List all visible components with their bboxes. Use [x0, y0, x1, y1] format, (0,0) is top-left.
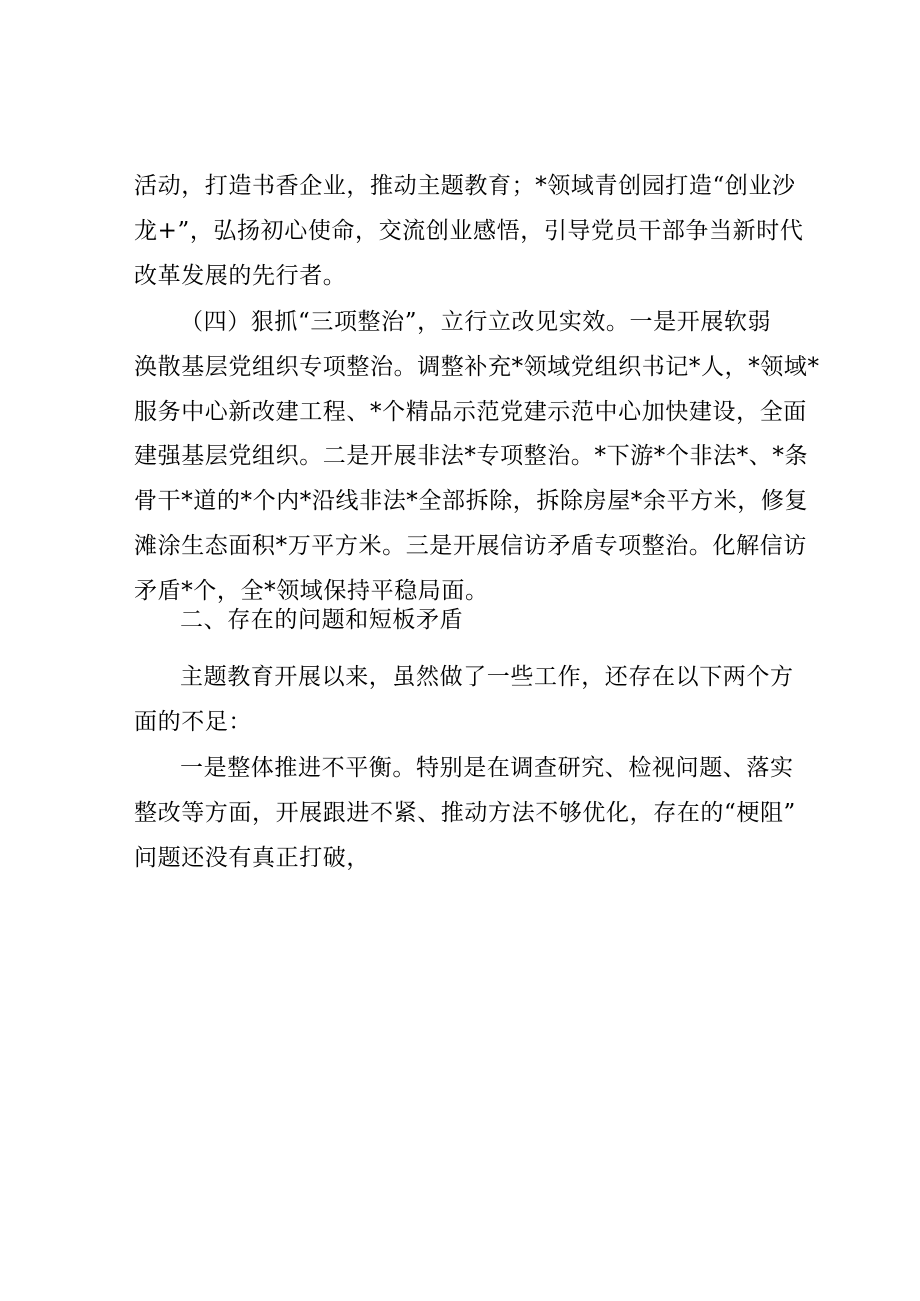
text-line: 矛盾*个，全*领域保持平稳局面。	[134, 577, 489, 604]
paragraph-continuation	[134, 164, 824, 298]
text-line: 骨干*道的*个内*沿线非法*全部拆除，拆除房屋*余平方米，修复	[134, 488, 809, 515]
text-line: 涣散基层党组织专项整治。调整补充*领域党组织书记*人，*领域*	[134, 353, 820, 380]
paragraph-section-four	[134, 300, 824, 614]
text-line: 整改等方面，开展跟进不紧、推动方法不够优化，存在的“梗阻”	[134, 799, 796, 826]
text-line: 问题还没有真正打破，	[134, 844, 370, 871]
text-line: （四）狠抓“三项整治”，立行立改见实效。一是开展软弱	[180, 309, 772, 335]
paragraph-intro-problems	[134, 655, 824, 745]
text-line: 活动，打造书香企业，推动主题教育；*领域青创园打造“创业沙	[134, 173, 796, 199]
text-line: 滩涂生态面积*万平方米。三是开展信访矛盾专项整治。化解信访	[134, 532, 807, 559]
text-line: 一是整体推进不平衡。特别是在调查研究、检视问题、落实	[180, 755, 794, 781]
heading-text: 二、存在的问题和短板矛盾	[180, 607, 464, 633]
paragraph-problem-one	[134, 746, 824, 880]
text-line: 服务中心新改建工程、*个精品示范党建示范中心加快建设，全面	[134, 398, 807, 425]
section-heading	[134, 598, 824, 643]
text-line: 主题教育开展以来，虽然做了一些工作，还存在以下两个方	[180, 664, 794, 690]
text-line: 建强基层党组织。二是开展非法*专项整治。*下游*个非法*、*条	[134, 443, 809, 470]
text-line: 面的不足：	[134, 708, 252, 735]
text-line: 改革发展的先行者。	[134, 262, 347, 289]
text-line: 龙+”，弘扬初心使命，交流创业感悟，引导党员干部争当新时代	[134, 217, 804, 244]
